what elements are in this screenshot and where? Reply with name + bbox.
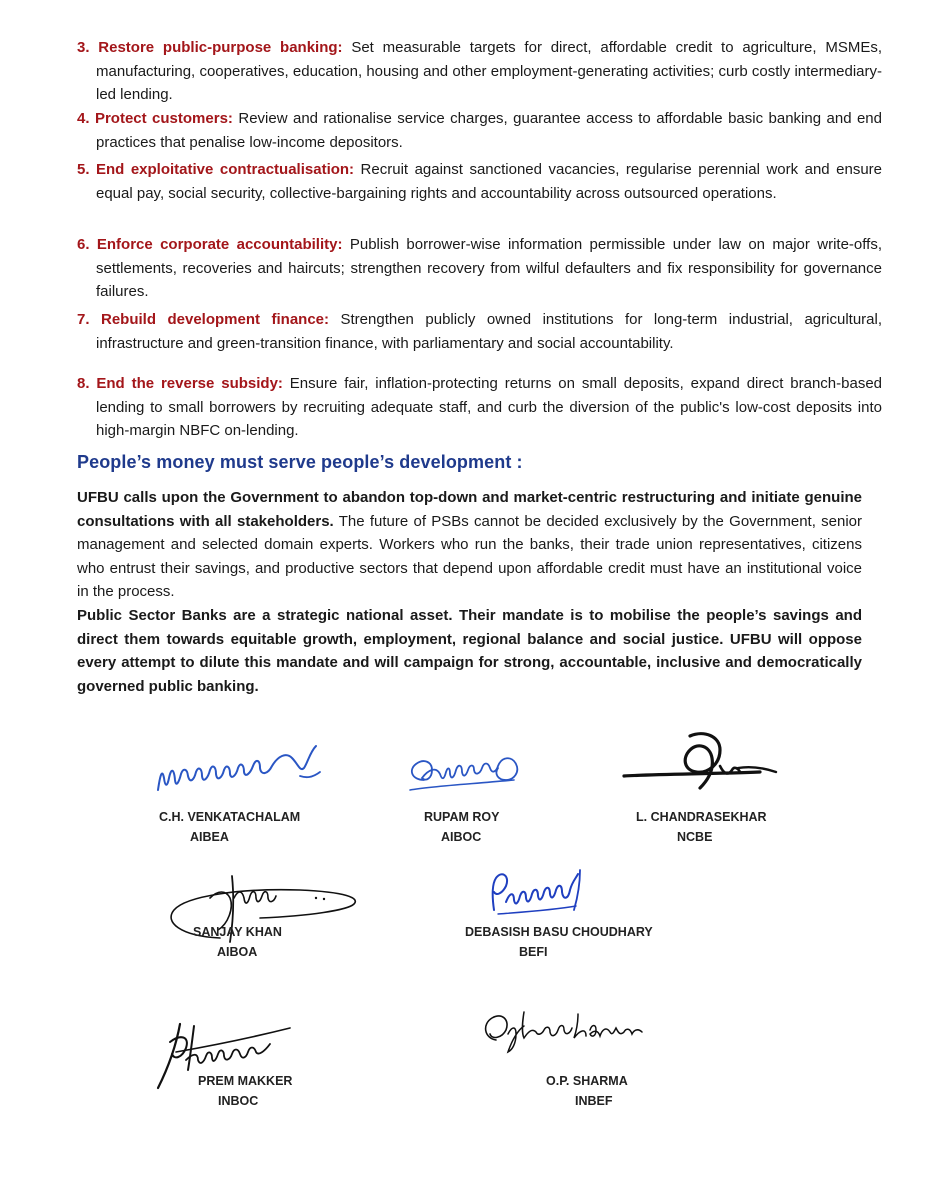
demand-item-4: [77, 107, 882, 154]
demand-label: 7. Rebuild development finance:: [77, 311, 330, 328]
section-heading: People’s money must serve people’s development :: [77, 452, 523, 472]
demand-item-8: [77, 372, 882, 443]
mandate-paragraph: Public Sector Banks are a strategic national asset. Their mandate is to mobilise the people’s savings and direct them towards equitable growth, employment, regional balance and social justice. UFBU will oppose every attempt to dilute this mandate and will campaign for strong, accountable, inclusive and democratically governed public banking.: [77, 607, 862, 695]
signatory-org: NCBE: [677, 830, 713, 844]
demand-label: 6. Enforce corporate accountability:: [77, 236, 343, 253]
demand-item-7: [77, 308, 882, 355]
demand-item-5: [77, 158, 882, 205]
signatory-org: AIBOC: [441, 830, 482, 844]
signatory-org: INBEF: [575, 1094, 613, 1108]
paragraph-rest: The future of PSBs cannot be decided exclusively by the Government, senior management and selected domain experts. Workers who run the banks, their trade union representatives, citizens who entrust their savings, and productive sectors that depend upon affordable credit must have an institutional voice in the process.: [77, 512, 863, 600]
demand-label: 8. End the reverse subsidy:: [77, 375, 283, 392]
demand-text: Ensure fair, inflation-protecting returns on small deposits, expand direct branch-based lending to small borrowers by recruiting adequate staff, and curb the diversion of the public's low-cost deposits into high-margin NBFC on-lending.: [96, 375, 882, 439]
consultation-paragraph: [77, 486, 862, 604]
signatory-name: RUPAM ROY: [424, 810, 500, 824]
signatory-name: C.H. VENKATACHALAM: [159, 810, 301, 824]
demand-text: Review and rationalise service charges, guarantee access to affordable basic banking and end practices that penalise low-income depositors.: [96, 110, 882, 151]
signature-debasish: [484, 862, 590, 920]
signatory-name: O.P. SHARMA: [546, 1074, 628, 1088]
demand-item-6: [77, 233, 882, 304]
signatory-name: DEBASISH BASU CHOUDHARY: [465, 925, 653, 939]
paragraph-bold-lead: UFBU calls upon the Government to abandon top-down and market-centric restructuring and initiate genuine consultations with all stakeholders.: [77, 489, 862, 530]
demand-item-3: [77, 36, 882, 107]
demand-label: 3. Restore public-purpose banking:: [77, 39, 343, 56]
signatory-name: SANJAY KHAN: [193, 925, 282, 939]
demand-text: Publish borrower-wise information permissible under law on major write-offs, settlements, recoveries and haircuts; strengthen recovery from wilful defaulters and fix responsibility for governance failures.: [96, 236, 882, 300]
signatory-name: L. CHANDRASEKHAR: [636, 810, 767, 824]
signatory-name: PREM MAKKER: [198, 1074, 293, 1088]
signature-venkatachalam: [150, 738, 330, 800]
signature-rupam-roy: [402, 740, 527, 800]
signature-op-sharma: [478, 1004, 648, 1056]
signature-chandrasekhar: [620, 728, 782, 800]
signatory-org: BEFI: [519, 945, 548, 959]
signatory-org: AIBEA: [190, 830, 229, 844]
signatory-org: AIBOA: [217, 945, 258, 959]
demand-text: Strengthen publicly owned institutions for long-term industrial, agricultural, infrastructure and green-transition finance, with parliamentary and social accountability.: [96, 311, 882, 352]
demand-text: Recruit against sanctioned vacancies, regularise perennial work and ensure equal pay, social security, collective-bargaining rights and accountability across outsourced operations.: [96, 161, 883, 202]
demand-label: 5. End exploitative contractualisation:: [77, 161, 355, 178]
demand-text: Set measurable targets for direct, affordable credit to agriculture, MSMEs, manufacturing, cooperatives, education, housing and other employment-generating activities; curb costly intermediary-led lending.: [96, 39, 882, 103]
demand-label: 4. Protect customers:: [77, 110, 233, 127]
signatory-org: INBOC: [218, 1094, 259, 1108]
